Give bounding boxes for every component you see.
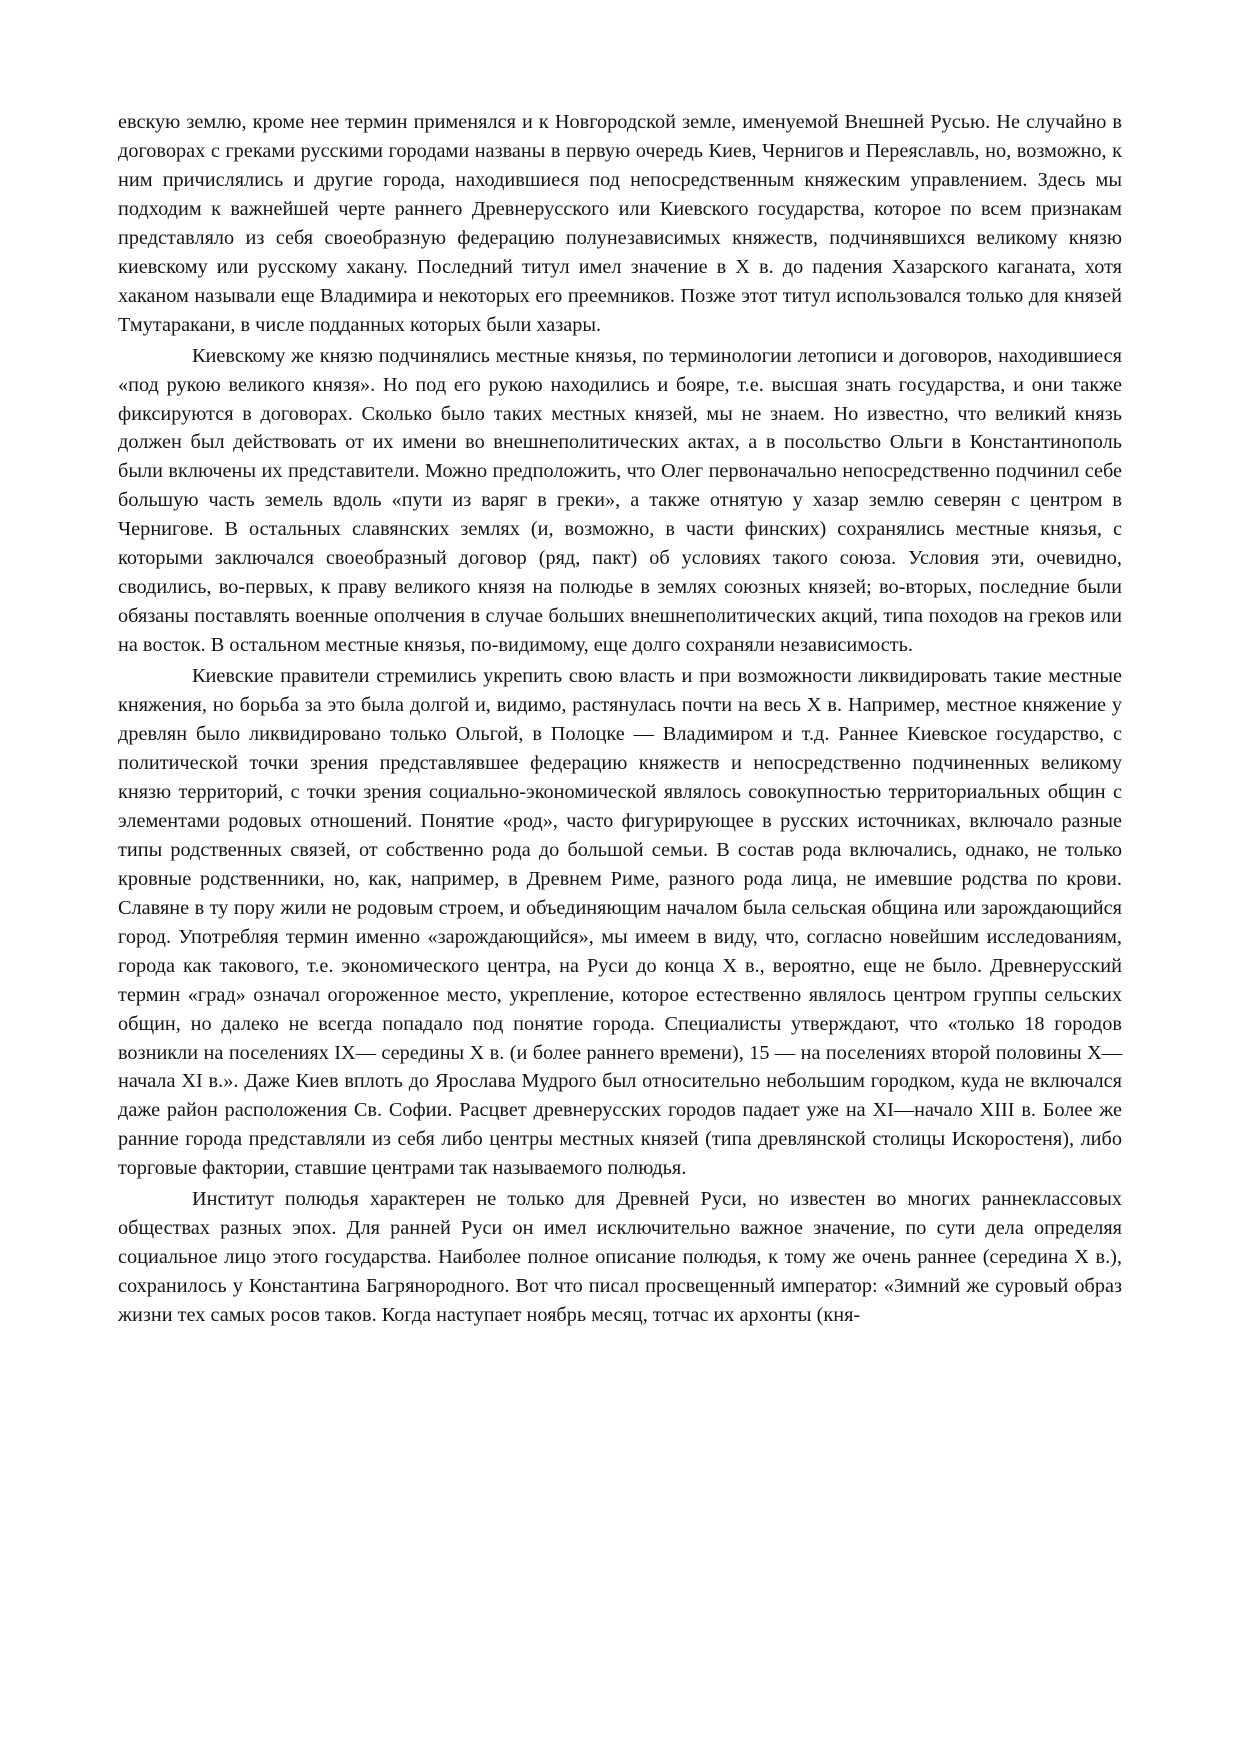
- paragraph-2: Киевскому же князю подчинялись местные князья, по терминологии летописи и договоров, находившиеся «под рукою великого князя». Но под его рукою находились и бояре, т.е. высшая знать государства, и они также фиксируются в договорах. Сколько было таких местных князей, мы не знаем. Но известно, что великий князь должен был действовать от их имени во внешнеполитических актах, а в посольство Ольги в Константинополь были включены их представители. Можно предположить, что Олег первоначально непосредственно подчинил себе большую часть земель вдоль «пути из варяг в греки», а также отнятую у хазар землю северян с центром в Чернигове. В остальных славянских землях (и, возможно, в части финских) сохранялись местные князья, с которыми заключался своеобразный договор (ряд, пакт) об условиях такого союза. Условия эти, очевидно, сводились, во-первых, к праву великого князя на полюдье в землях союзных князей; во-вторых, последние были обязаны поставлять военные ополчения в случае больших внешнеполитических акций, типа походов на греков или на восток. В остальном местные князья, по-видимому, еще долго сохраняли независимость.: [118, 344, 1122, 657]
- document-page: [118, 108, 1122, 1330]
- paragraph-4: Институт полюдья характерен не только для Древней Руси, но известен во многих раннеклассовых обществах разных эпох. Для ранней Руси он имел исключительно важное значение, по сути дела определяя социальное лицо этого государства. Наиболее полное описание полюдья, к тому же очень раннее (середина X в.), сохранилось у Константина Багрянородного. Вот что писал просвещенный император: «Зимний же суровый образ жизни тех самых росов таков. Когда наступает ноябрь месяц, тотчас их архонты (кня-: [118, 1188, 1122, 1327]
- paragraph-3: Киевские правители стремились укрепить свою власть и при возможности ликвидировать такие местные княжения, но борьба за это была долгой и, видимо, растянулась почти на весь X в. Например, местное княжение у древлян было ликвидировано только Ольгой, в Полоцке — Владимиром и т.д. Раннее Киевское государство, с политической точки зрения представлявшее федерацию княжеств и непосредственно подчиненных великому князю территорий, с точки зрения социально-экономической являлось совокупностью территориальных общин с элементами родовых отношений. Понятие «род», часто фигурирующее в русских источниках, включало разные типы родственных связей, от собственно рода до большой семьи. В состав рода включались, однако, не только кровные родственники, но, как, например, в Древнем Риме, разного рода лица, не имевшие родства по крови. Славяне в ту пору жили не родовым строем, и объединяющим началом была сельская община или зарождающийся город. Употребляя термин именно «зарождающийся», мы имеем в виду, что, согласно новейшим исследованиям, города как такового, т.е. экономического центра, на Руси до конца X в., вероятно, еще не было. Древнерусский термин «град» означал огороженное место, укрепление, которое естественно являлось центром группы сельских общин, но далеко не всегда попадало под понятие города. Специалисты утверждают, что «только 18 городов возникли на поселениях IX— середины X в. (и более раннего времени), 15 — на поселениях второй половины X—начала XI в.». Даже Киев вплоть до Ярослава Мудрого был относительно небольшим городком, куда не включался даже район расположения Св. Софии. Расцвет древнерусских городов падает уже на XI—начало XIII в. Более же ранние города представляли из себя либо центры местных князей (типа древлянской столицы Искоростеня), либо торговые фактории, ставшие центрами так называемого полюдья.: [118, 665, 1122, 1180]
- paragraph-1: евскую землю, кроме нее термин применялся и к Новгородской земле, именуемой Внешней Русью. Не случайно в договорах с греками русскими городами названы в первую очередь Киев, Чернигов и Переяславль, но, возможно, к ним причислялись и другие города, находившиеся под непосредственным княжеским управлением. Здесь мы подходим к важнейшей черте раннего Древнерусского или Киевского государства, которое по всем признакам представляло из себя своеобразную федерацию полунезависимых княжеств, подчинявшихся великому князю киевскому или русскому хакану. Последний титул имел значение в X в. до падения Хазарского каганата, хотя хаканом называли еще Владимира и некоторых его преемников. Позже этот титул использовался только для князей Тмутаракани, в числе подданных которых были хазары.: [118, 111, 1122, 336]
